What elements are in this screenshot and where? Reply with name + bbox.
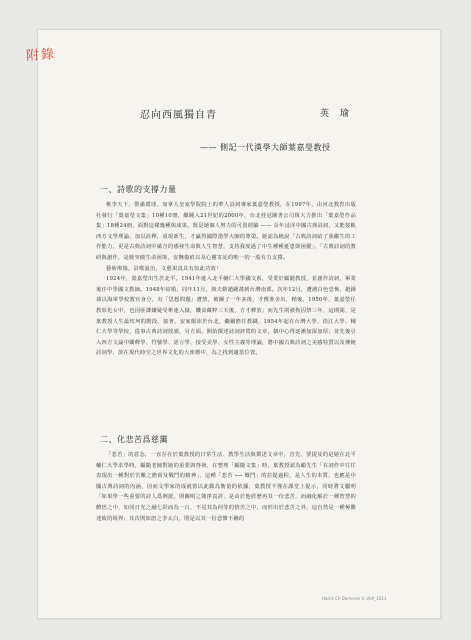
appendix-stamp: 附錄 bbox=[25, 46, 57, 65]
section-body-2 bbox=[96, 450, 356, 524]
archive-reference: Harris Ch Dameron V. ch#_1013 bbox=[322, 596, 387, 601]
paragraph: 藝術療傷，詩歌說治，文藝果真具有如此功效！ bbox=[106, 265, 222, 272]
paragraph: 1924年，葉嘉瑩出生於北平。1941年進入北平輔仁大學國文系，受業於顧隨教授，並創作詩詞，畢業後任中學國文教師。1948年結婚，同年11月，與夫婿趙鍾蓀到台灣南部。次年12月，遭遇白色恐怖，趙鍾蓀以海軍學校教官身分，有「思想問題」遭禁，被關了一年多後，才獲准舍出，稍後，1950年，葉嘉瑩任教彰化女中，也因匪諜嫌疑受牽連入獄，饑食藏粹三天後，方才釋放；而先生則被拘囚禁三年，這期間，是葉教授人生最坎坷的階段，接著，安家顛沛於台北，繼續擔任教職，1954年起在台灣大學、淡江大學、輔仁大學等學校，從事古典詩詞授課，另方面，開始撰述詩詞評賞的文章，個中心得逐漸加深加厚；並先後引入西方文論中闡釋學、符號學、語言學、接受美學、女性主義等理論，將中國古典詩詞之美感特質以及傳統詩詞學，放在現代時空之世界文化的大座標中，為之找到適當位置。 bbox=[96, 276, 356, 357]
document-title: 忍向西風獨自青 bbox=[140, 110, 217, 121]
document-subtitle: —— 側記一代漢學大師葉嘉瑩教授 bbox=[200, 143, 331, 152]
section-body-1 bbox=[96, 200, 356, 359]
section-heading-2: 二、化悲苦爲慈靄 bbox=[100, 435, 168, 444]
section-heading-1: 一、詩歌的支撐力量 bbox=[100, 185, 177, 194]
document-author: 英 瑜 bbox=[320, 109, 353, 119]
paragraph: 桃李天下，譽滿環球，加拿大皇家學院院士的華人詩詞專家葉嘉瑩教授，在1997年，由河北教育出版社發行「葉嘉瑩文集」10種10冊，繼踵入21世紀的2000年，台北桂冠圖書公司復大力推出「葉嘉瑩作品集」18種24冊，面對這樣幾種與成果，既是她個人努力的可貴經驗 —— 長年浸淫中國古典詩詞，又能接軌西方文學理論，加以詮釋，重現新生，才贏得國際漢學大師的尊榮。她認為統說「古典詩詞給了我繼生的工作能力，更是古典詩詞中蘊含的感發生命與人生智慧，支持我度過了中生種種憂患與困優」，「古典詩詞的教研與創作，是她突破生命困境，安撫傷痕以及心靈寄託的唯一的一股有力支撐。 bbox=[96, 202, 356, 261]
paragraph: 「悲苦」的意念，一直存在於葉教授的日常生活、教學生活與撰述文章中，首先，要提及的是她在北平輔仁大學求學時，顧隨老師對她的重要與啓發，在整理「顧隨文集」時，葉教授認為顧先生「在詞作中往往表現出一種對於苦難之擔荷及戰鬥的精神」，這種「悲苦 ⟷ 戰鬥」的拉提過程，是人生的本質，也應是中國古典詩詞的內涵，因而文學家的成就當以此做為衡量的依據，葉教授不僅在課堂上提示，同時將文屬明「如果學一些重要的詩人爲例證，則關明之簡淨真詳，是由於他經歷再其一份悲苦，而融化解於一種智慧的體悟之中，如同日光之融七彩而為一白，不見其為何等的情苦之中，而形出於悲苦之外，這自然是一種極難達致的境界；其次則如唐之李太白，則是以其一份悲慘不羈的 bbox=[96, 452, 356, 522]
